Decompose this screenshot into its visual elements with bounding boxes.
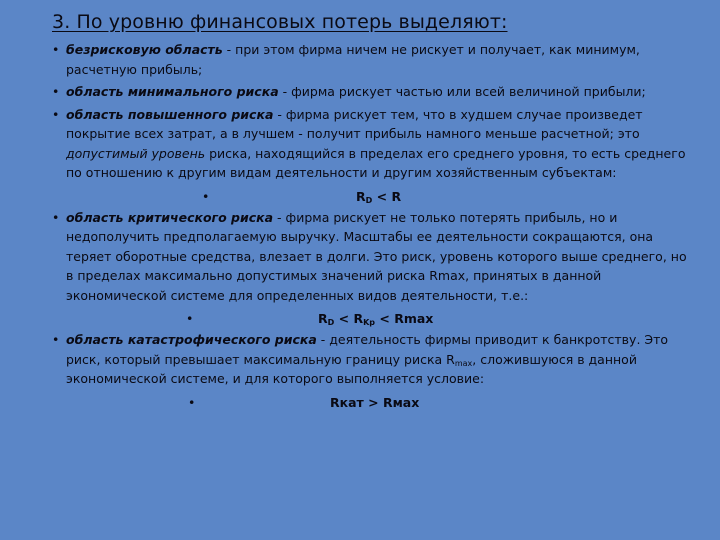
item-text: - фирма рискует тем, что в худшем случае произведет покрытие всех затрат, а в лучшем - получит прибыль намного меньше расчетной; это xyxy=(66,106,643,141)
item-emphasis: допустимый уровень xyxy=(66,145,206,161)
term-label: область повышенного риска xyxy=(66,106,274,122)
item-text: - фирма рискует не только потерять прибыль, но и недополучить предполагаемую выручку. Масштабы ее деятельности сокращаются, она теряет оборотные средства, влезает в долги. Это риск, уровень которого выше среднего, но в пределах максимально допустимых значений риска Rmax, принятых в данной экономической системе для определенных видов деятельности, т.е.: xyxy=(66,209,687,303)
list-item xyxy=(52,40,692,79)
slide-title: 3. По уровню финансовых потерь выделяют: xyxy=(52,11,508,33)
formula-text: $R_D < R_{Kp} < Rmax$ xyxy=(318,311,434,327)
list-item xyxy=(52,105,692,183)
term-label: область критического риска xyxy=(66,209,274,225)
list-item xyxy=(52,82,692,102)
item-text: риска, находящийся в пределах его среднего уровня, то есть среднего по отношению к другим видам деятельности и другим хозяйственным субъектам: xyxy=(66,145,686,180)
item-text: - при этом фирма ничем не рискует и получает, как минимум, расчетную прибыль; xyxy=(66,42,640,77)
bullet-icon: • xyxy=(186,311,194,326)
slide-content xyxy=(52,40,692,414)
list-item xyxy=(52,208,692,306)
bullet-icon: • xyxy=(52,332,60,347)
bullet-icon: • xyxy=(202,188,210,204)
formula-text: $R_D < R$ xyxy=(356,188,402,205)
bullet-icon: • xyxy=(52,84,60,99)
bullet-icon: • xyxy=(52,209,60,225)
item-subscript: max xyxy=(454,358,473,368)
item-text: - фирма рискует частью или всей величиной прибыли; xyxy=(278,84,646,99)
formula-text: Rкат > Rмах xyxy=(330,394,420,410)
bullet-icon: • xyxy=(52,42,60,57)
formula-line xyxy=(52,308,692,330)
term-label: безрисковую область xyxy=(66,42,223,57)
formula-line xyxy=(52,392,692,414)
term-label: область минимального риска xyxy=(66,84,279,99)
list-item xyxy=(52,330,692,389)
item-text: , сложившуюся в данной экономической системе, и для которого выполняется условие: xyxy=(66,351,637,386)
bullet-icon: • xyxy=(188,394,196,410)
formula-line xyxy=(52,186,692,208)
term-label: область катастрофического риска xyxy=(66,332,317,347)
item-text: - деятельность фирмы приводит к банкротству. Это риск, который превышает максимальную границу риска R xyxy=(66,332,669,367)
bullet-icon: • xyxy=(52,106,60,122)
